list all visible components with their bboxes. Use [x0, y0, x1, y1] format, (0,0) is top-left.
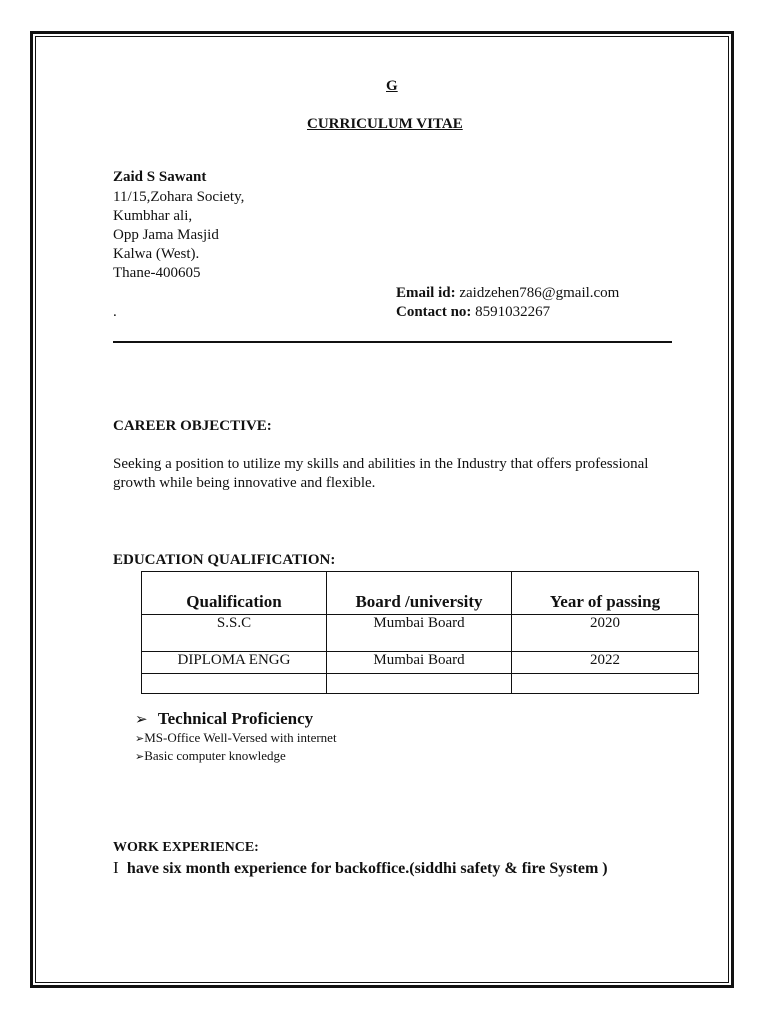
- work-text: have six month experience for backoffice.(siddhi safety & fire System ): [126, 860, 608, 877]
- arrow-bullet-icon: ➢: [135, 710, 148, 728]
- table-cell: Mumbai Board: [327, 615, 512, 652]
- header-divider: [113, 341, 672, 343]
- technical-item: [135, 748, 286, 764]
- address-line: Thane-400605: [113, 265, 201, 281]
- phone-line: [396, 304, 550, 321]
- technical-item: [135, 730, 337, 746]
- table-cell: [327, 674, 512, 694]
- technical-heading-line: [135, 709, 313, 729]
- career-text: Seeking a position to utilize my skills and abilities in the Industry that offers professional growth while being innovative and flexible.: [113, 456, 649, 491]
- phone-label: Contact no:: [396, 304, 472, 320]
- top-letter: G: [386, 78, 398, 94]
- column-header: Qualification: [142, 572, 327, 615]
- work-text-line: [113, 858, 608, 878]
- table-row: [142, 652, 699, 674]
- work-prefix: I: [113, 858, 119, 877]
- technical-heading: Technical Proficiency: [157, 709, 314, 728]
- work-heading: WORK EXPERIENCE:: [113, 840, 259, 855]
- candidate-name: Zaid S Sawant: [113, 169, 207, 185]
- email-value: zaidzehen786@gmail.com: [459, 285, 620, 301]
- address-line: Opp Jama Masjid: [113, 227, 219, 243]
- education-heading: EDUCATION QUALIFICATION:: [113, 552, 336, 568]
- table-cell: Mumbai Board: [327, 652, 512, 674]
- technical-item-text: Basic computer knowledge: [144, 748, 286, 763]
- address-line: Kalwa (West).: [113, 246, 200, 262]
- table-cell: S.S.C: [142, 615, 327, 652]
- address-line: Kumbhar ali,: [113, 208, 193, 224]
- email-line: [396, 285, 619, 302]
- table-cell: [512, 674, 699, 694]
- career-heading: CAREER OBJECTIVE:: [113, 418, 272, 434]
- table-row: [142, 674, 699, 694]
- table-cell: 2022: [512, 652, 699, 674]
- address-line: 11/15,Zohara Society,: [113, 189, 245, 205]
- technical-item-text: MS-Office Well-Versed with internet: [144, 730, 337, 745]
- table-row: [142, 615, 699, 652]
- education-table: [141, 571, 699, 694]
- address-block: [113, 188, 244, 283]
- table-cell: [142, 674, 327, 694]
- table-header-row: [142, 572, 699, 615]
- column-header: Year of passing: [512, 572, 699, 615]
- document-title: CURRICULUM VITAE: [307, 116, 463, 132]
- email-label: Email id:: [396, 285, 456, 301]
- table-cell: 2020: [512, 615, 699, 652]
- column-header: Board /university: [327, 572, 512, 615]
- stray-dot: .: [113, 304, 117, 320]
- arrow-bullet-icon: ➢: [135, 732, 145, 745]
- phone-value: 8591032267: [475, 304, 551, 320]
- arrow-bullet-icon: ➢: [135, 750, 145, 763]
- table-cell: DIPLOMA ENGG: [142, 652, 327, 674]
